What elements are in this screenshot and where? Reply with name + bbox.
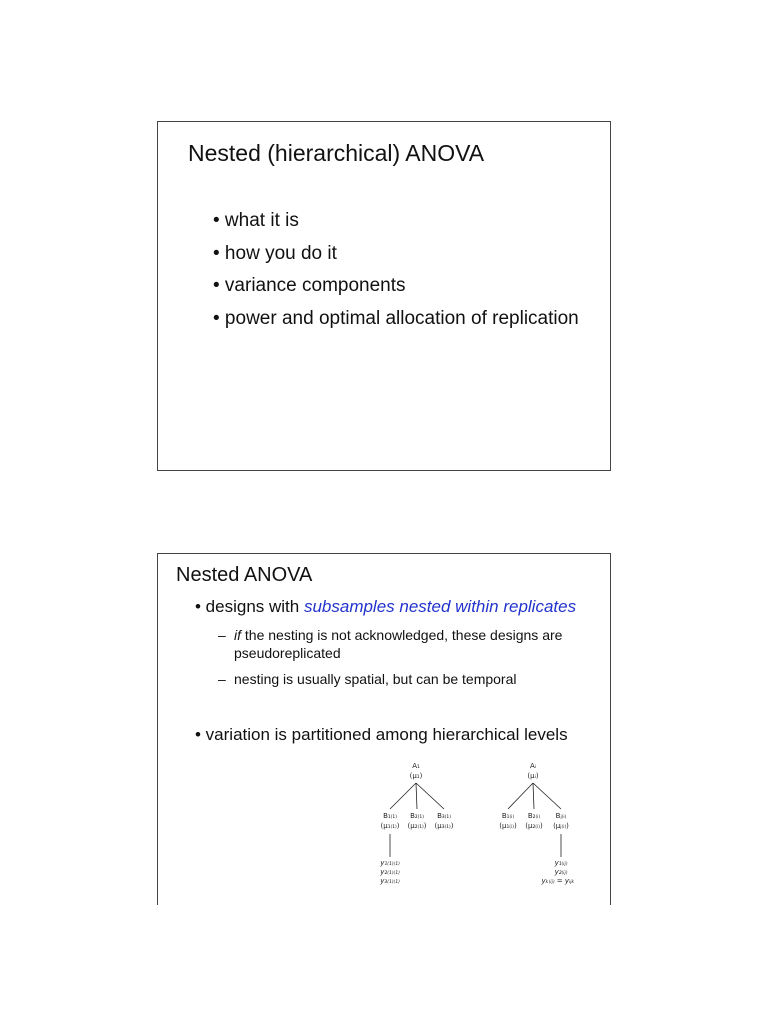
bullet-designs-prefix: • designs with — [195, 597, 304, 616]
sub-bullet-spatial-temporal — [218, 670, 517, 688]
right-child-2: B₂₍ᵢ₎ — [527, 812, 541, 820]
slide-1-title: Nested (hierarchical) ANOVA — [188, 140, 485, 166]
right-root-mu: (μᵢ) — [527, 772, 539, 780]
left-root-label: A₁ — [412, 762, 420, 770]
bullet-what-it-is: • what it is — [213, 210, 299, 231]
bullet-variance-components: • variance components — [213, 275, 406, 296]
right-child-3: Bⱼ₍ᵢ₎ — [555, 812, 567, 820]
nested-tree-diagram — [358, 759, 612, 894]
right-leaf-2: y₂₍ᵢⱼ₎ — [554, 868, 568, 876]
left-child-1: B₁₍₁₎ — [383, 812, 397, 820]
sub-bullet-spatial-text: nesting is usually spatial, but can be temporal — [234, 671, 517, 687]
left-leaf-2: y₂₍₁₎₍₁₎ — [380, 868, 400, 876]
left-child-3-mu: (μ₃₍₁₎) — [434, 822, 454, 830]
left-child-2-mu: (μ₂₍₁₎) — [407, 822, 427, 830]
right-child-1-mu: (μ₁₍ᵢ₎) — [499, 822, 517, 830]
slide-2 — [157, 553, 611, 905]
right-leaf-3: yₖ₍ᵢⱼ₎ = yᵢⱼₖ — [541, 877, 575, 885]
bullet-variation-partitioned: • variation is partitioned among hierarchical levels — [195, 725, 568, 744]
right-child-3-mu: (μⱼ₍ᵢ₎) — [553, 822, 569, 830]
left-leaf-1: y₁₍₁₎₍₁₎ — [380, 859, 400, 867]
left-leaf-3: y₃₍₁₎₍₁₎ — [380, 877, 400, 885]
bullet-designs-emphasis: subsamples nested within replicates — [303, 597, 577, 616]
right-leaf-1: y₁₍ᵢⱼ₎ — [554, 859, 568, 867]
left-child-2: B₂₍₁₎ — [410, 812, 424, 820]
right-child-1: B₁₍ᵢ₎ — [501, 812, 515, 820]
bullet-designs-with — [195, 597, 576, 617]
bullet-power-allocation: • power and optimal allocation of replication — [213, 308, 579, 329]
slide-1 — [157, 121, 611, 471]
bullet-how-you-do-it: • how you do it — [213, 243, 337, 264]
slide-2-title: Nested ANOVA — [176, 564, 313, 586]
left-root-mu: (μ₁) — [409, 772, 423, 780]
sub-bullet-if: if — [234, 627, 241, 643]
sub-bullet-rest: the nesting is not acknowledged, these designs are — [241, 627, 563, 643]
left-child-1-mu: (μ₁₍₁₎) — [380, 822, 400, 830]
left-child-3: B₃₍₁₎ — [437, 812, 451, 820]
right-root-label: Aᵢ — [529, 762, 537, 770]
sub-bullet-dash: – — [218, 627, 226, 643]
right-child-2-mu: (μ₂₍ᵢ₎) — [525, 822, 543, 830]
sub-bullet-dash: – — [218, 671, 226, 687]
sub-bullet-line2: pseudoreplicated — [234, 645, 341, 661]
sub-bullet-nesting-acknowledged — [218, 626, 562, 662]
